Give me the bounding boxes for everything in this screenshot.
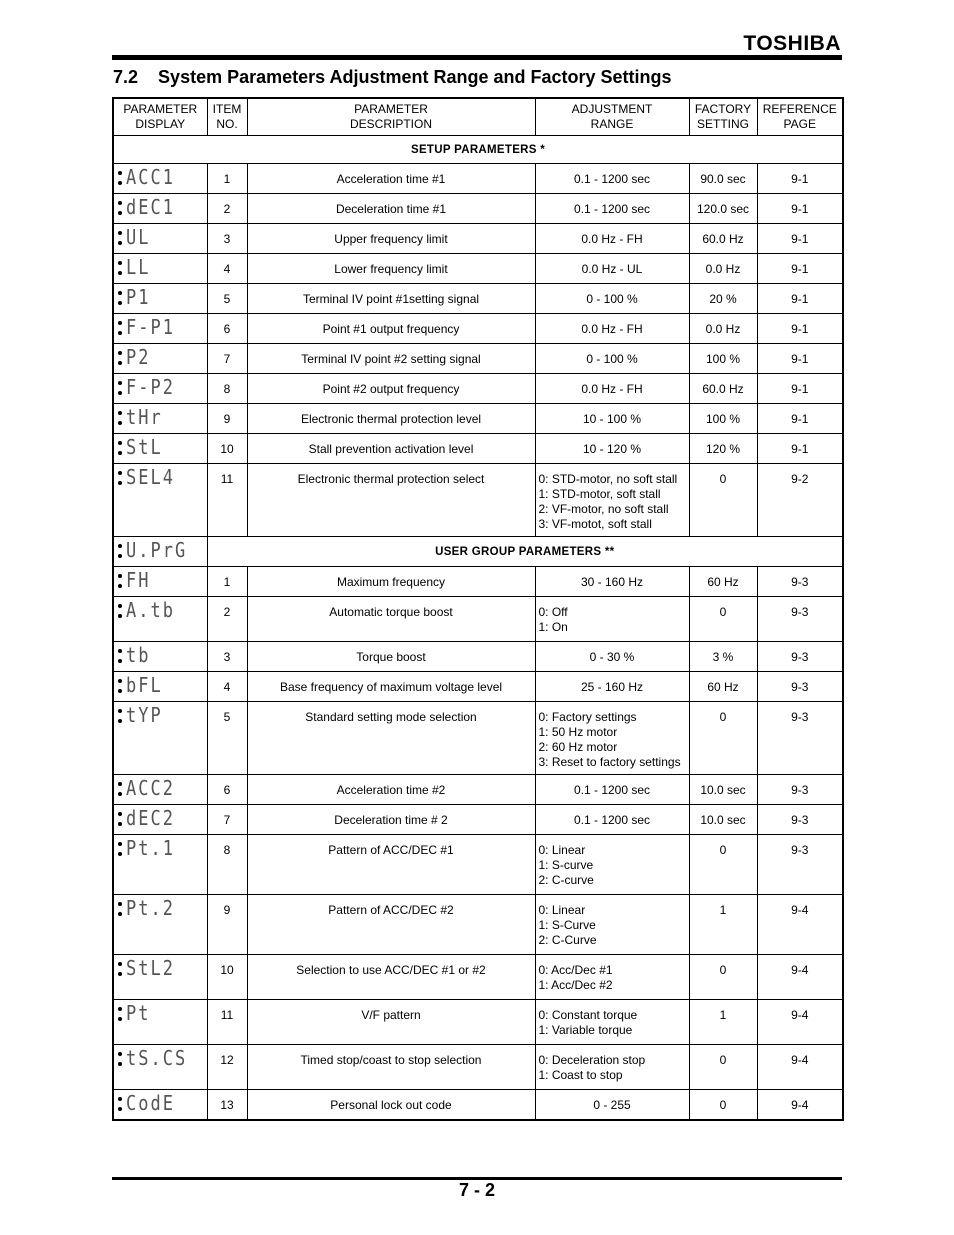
item-number: 11 <box>207 464 247 537</box>
adjustment-range <box>535 404 689 434</box>
parameter-display <box>113 314 207 344</box>
display-code: UL <box>126 226 151 250</box>
table-row <box>113 284 843 314</box>
reference-page: 9-1 <box>757 254 843 284</box>
display-code: SEL4 <box>126 466 175 490</box>
parameter-description: Electronic thermal protection select <box>247 464 535 537</box>
header-range: ADJUSTMENT RANGE <box>535 98 689 136</box>
table-row <box>113 194 843 224</box>
table-row <box>113 434 843 464</box>
range-line: 0: Linear <box>538 903 586 917</box>
parameter-display <box>113 1045 207 1090</box>
range-line: 1: Acc/Dec #2 <box>538 978 613 992</box>
adjustment-range <box>535 314 689 344</box>
range-line: 0 - 30 % <box>589 650 635 664</box>
reference-page: 9-1 <box>757 164 843 194</box>
adjustment-range <box>535 702 689 775</box>
table-row <box>113 464 843 537</box>
parameter-display <box>113 642 207 672</box>
table-row <box>113 672 843 702</box>
adjustment-range <box>535 1090 689 1120</box>
parameter-description: Terminal IV point #1setting signal <box>247 284 535 314</box>
reference-page: 9-4 <box>757 1045 843 1090</box>
display-code: P1 <box>126 286 151 310</box>
range-line: 1: On <box>538 620 568 634</box>
range-line: 1: Variable torque <box>538 1023 633 1037</box>
item-number: 8 <box>207 374 247 404</box>
display-code: tHr <box>126 406 163 430</box>
display-code: FH <box>126 569 151 593</box>
adjustment-range <box>535 955 689 1000</box>
item-number: 4 <box>207 254 247 284</box>
factory-setting: 0 <box>689 464 757 537</box>
factory-setting: 10.0 sec <box>689 805 757 835</box>
factory-setting: 1 <box>689 895 757 955</box>
range-line: 0: Factory settings <box>538 710 637 724</box>
parameter-display <box>113 597 207 642</box>
table-row <box>113 775 843 805</box>
display-colon-icon <box>118 842 122 856</box>
factory-setting: 60 Hz <box>689 672 757 702</box>
header-reference: REFERENCE PAGE <box>757 98 843 136</box>
display-code: tb <box>126 644 151 668</box>
reference-page: 9-1 <box>757 314 843 344</box>
display-colon-icon <box>118 1052 122 1066</box>
parameter-display <box>113 835 207 895</box>
adjustment-range <box>535 895 689 955</box>
display-colon-icon <box>118 1097 122 1111</box>
adjustment-range <box>535 835 689 895</box>
range-line: 0 - 100 % <box>586 292 638 306</box>
item-number: 2 <box>207 597 247 642</box>
item-number: 5 <box>207 284 247 314</box>
display-code: F-P1 <box>126 316 175 340</box>
table-row <box>113 1000 843 1045</box>
display-colon-icon <box>118 471 122 485</box>
range-line: 0.0 Hz - FH <box>581 232 643 246</box>
adjustment-range <box>535 194 689 224</box>
display-code: StL2 <box>126 957 175 981</box>
display-colon-icon <box>118 574 122 588</box>
table-row <box>113 895 843 955</box>
table-row <box>113 344 843 374</box>
factory-setting: 0.0 Hz <box>689 254 757 284</box>
parameter-display <box>113 895 207 955</box>
parameter-description: Personal lock out code <box>247 1090 535 1120</box>
parameter-display <box>113 805 207 835</box>
adjustment-range <box>535 164 689 194</box>
reference-page: 9-1 <box>757 344 843 374</box>
reference-page: 9-3 <box>757 567 843 597</box>
reference-page: 9-3 <box>757 805 843 835</box>
reference-page: 9-1 <box>757 434 843 464</box>
parameter-description: Lower frequency limit <box>247 254 535 284</box>
reference-page: 9-3 <box>757 642 843 672</box>
display-colon-icon <box>118 544 122 558</box>
factory-setting: 3 % <box>689 642 757 672</box>
factory-setting: 100 % <box>689 404 757 434</box>
display-code: ACC2 <box>126 777 175 801</box>
parameter-display <box>113 224 207 254</box>
factory-setting: 100 % <box>689 344 757 374</box>
table-row <box>113 955 843 1000</box>
table-row <box>113 835 843 895</box>
table-row <box>113 1045 843 1090</box>
reference-page: 9-4 <box>757 1090 843 1120</box>
parameter-description: Point #2 output frequency <box>247 374 535 404</box>
parameter-description: V/F pattern <box>247 1000 535 1045</box>
parameter-display <box>113 194 207 224</box>
factory-setting: 0.0 Hz <box>689 314 757 344</box>
table-row <box>113 597 843 642</box>
reference-page: 9-3 <box>757 775 843 805</box>
range-line: 0: Linear <box>538 843 586 857</box>
display-colon-icon <box>118 231 122 245</box>
section-title <box>113 67 672 88</box>
factory-setting: 0 <box>689 1090 757 1120</box>
adjustment-range <box>535 434 689 464</box>
parameter-display <box>113 254 207 284</box>
page-number: 7 - 2 <box>458 1180 496 1200</box>
range-line: 0: Deceleration stop <box>538 1053 646 1067</box>
reference-page: 9-4 <box>757 955 843 1000</box>
parameter-description: Electronic thermal protection level <box>247 404 535 434</box>
display-colon-icon <box>118 171 122 185</box>
factory-setting: 1 <box>689 1000 757 1045</box>
parameter-display <box>113 434 207 464</box>
adjustment-range <box>535 374 689 404</box>
display-code: tS.CS <box>126 1047 188 1071</box>
parameter-description: Deceleration time #1 <box>247 194 535 224</box>
table-row <box>113 1090 843 1120</box>
range-line: 0 - 100 % <box>586 352 638 366</box>
parameter-display <box>113 955 207 1000</box>
item-number: 9 <box>207 895 247 955</box>
range-line: 0: Off <box>538 605 568 619</box>
brand-logo: TOSHIBA <box>743 32 841 55</box>
range-line: 3: VF-motot, soft stall <box>538 517 652 531</box>
top-rule <box>112 55 842 60</box>
factory-setting: 60.0 Hz <box>689 374 757 404</box>
range-line: 0.1 - 1200 sec <box>573 813 651 827</box>
parameter-display <box>113 344 207 374</box>
parameter-description: Acceleration time #2 <box>247 775 535 805</box>
reference-page: 9-3 <box>757 702 843 775</box>
reference-page: 9-2 <box>757 464 843 537</box>
range-line: 25 - 160 Hz <box>580 680 644 694</box>
table-row <box>113 224 843 254</box>
header-display: PARAMETER DISPLAY <box>113 98 207 136</box>
adjustment-range <box>535 1045 689 1090</box>
display-code: LL <box>126 256 151 280</box>
parameter-description: Base frequency of maximum voltage level <box>247 672 535 702</box>
section-title-text: System Parameters Adjustment Range and Factory Settings <box>158 67 672 87</box>
adjustment-range <box>535 775 689 805</box>
display-code: P2 <box>126 346 151 370</box>
factory-setting: 10.0 sec <box>689 775 757 805</box>
item-number: 10 <box>207 955 247 1000</box>
adjustment-range <box>535 284 689 314</box>
range-line: 3: Reset to factory settings <box>538 755 681 769</box>
adjustment-range <box>535 642 689 672</box>
display-colon-icon <box>118 321 122 335</box>
item-number: 3 <box>207 224 247 254</box>
parameter-display <box>113 284 207 314</box>
range-line: 0: Constant torque <box>538 1008 638 1022</box>
parameter-display <box>113 1090 207 1120</box>
parameter-display <box>113 464 207 537</box>
display-colon-icon <box>118 381 122 395</box>
item-number: 8 <box>207 835 247 895</box>
display-code: Pt <box>126 1002 151 1026</box>
display-colon-icon <box>118 261 122 275</box>
parameter-display <box>113 374 207 404</box>
reference-page: 9-3 <box>757 672 843 702</box>
display-code: Pt.1 <box>126 837 175 861</box>
display-colon-icon <box>118 782 122 796</box>
display-colon-icon <box>118 351 122 365</box>
display-colon-icon <box>118 604 122 618</box>
factory-setting: 60.0 Hz <box>689 224 757 254</box>
table-row <box>113 404 843 434</box>
header-factory: FACTORY SETTING <box>689 98 757 136</box>
item-number: 4 <box>207 672 247 702</box>
item-number: 11 <box>207 1000 247 1045</box>
table-header-row <box>113 98 843 136</box>
adjustment-range <box>535 805 689 835</box>
display-code: F-P2 <box>126 376 175 400</box>
range-line: 0.0 Hz - FH <box>581 322 643 336</box>
display-colon-icon <box>118 291 122 305</box>
parameter-description: Maximum frequency <box>247 567 535 597</box>
item-number: 7 <box>207 344 247 374</box>
factory-setting: 0 <box>689 702 757 775</box>
item-number: 9 <box>207 404 247 434</box>
table-row <box>113 314 843 344</box>
parameter-description: Acceleration time #1 <box>247 164 535 194</box>
range-line: 0: Acc/Dec #1 <box>538 963 613 977</box>
item-number: 5 <box>207 702 247 775</box>
table-body <box>113 136 843 1120</box>
range-line: 0.1 - 1200 sec <box>573 172 651 186</box>
adjustment-range <box>535 344 689 374</box>
factory-setting: 0 <box>689 597 757 642</box>
item-number: 2 <box>207 194 247 224</box>
item-number: 1 <box>207 164 247 194</box>
adjustment-range <box>535 1000 689 1045</box>
display-colon-icon <box>118 649 122 663</box>
display-colon-icon <box>118 902 122 916</box>
factory-setting: 120.0 sec <box>689 194 757 224</box>
item-number: 13 <box>207 1090 247 1120</box>
setup-group-row <box>113 136 843 164</box>
parameter-display <box>113 567 207 597</box>
factory-setting: 0 <box>689 955 757 1000</box>
range-line: 0: STD-motor, no soft stall <box>538 472 678 486</box>
display-code: StL <box>126 436 163 460</box>
factory-setting: 0 <box>689 835 757 895</box>
parameter-description: Selection to use ACC/DEC #1 or #2 <box>247 955 535 1000</box>
display-code: ACC1 <box>126 166 175 190</box>
display-colon-icon <box>118 1007 122 1021</box>
parameter-display <box>113 1000 207 1045</box>
item-number: 6 <box>207 775 247 805</box>
parameter-description: Torque boost <box>247 642 535 672</box>
parameter-description: Timed stop/coast to stop selection <box>247 1045 535 1090</box>
range-line: 1: S-Curve <box>538 918 596 932</box>
display-code: bFL <box>126 674 163 698</box>
table-row <box>113 567 843 597</box>
range-line: 0 - 255 <box>593 1098 631 1112</box>
reference-page: 9-1 <box>757 404 843 434</box>
table-row <box>113 642 843 672</box>
display-code: dEC1 <box>126 196 175 220</box>
reference-page: 9-1 <box>757 194 843 224</box>
display-code: Pt.2 <box>126 897 175 921</box>
table-row <box>113 374 843 404</box>
table-row <box>113 805 843 835</box>
parameter-description: Stall prevention activation level <box>247 434 535 464</box>
parameter-display <box>113 702 207 775</box>
header-item: ITEM NO. <box>207 98 247 136</box>
reference-page: 9-3 <box>757 835 843 895</box>
range-line: 2: 60 Hz motor <box>538 740 618 754</box>
display-colon-icon <box>118 812 122 826</box>
display-colon-icon <box>118 441 122 455</box>
table-row <box>113 702 843 775</box>
display-colon-icon <box>118 411 122 425</box>
range-line: 0.1 - 1200 sec <box>573 202 651 216</box>
item-number: 10 <box>207 434 247 464</box>
range-line: 10 - 100 % <box>582 412 642 426</box>
range-line: 10 - 120 % <box>582 442 642 456</box>
display-code: CodE <box>126 1092 175 1116</box>
range-line: 2: C-Curve <box>538 933 597 947</box>
reference-page: 9-1 <box>757 224 843 254</box>
range-line: 2: VF-motor, no soft stall <box>538 502 669 516</box>
range-line: 1: Coast to stop <box>538 1068 623 1082</box>
item-number: 7 <box>207 805 247 835</box>
display-code: U.PrG <box>126 539 188 563</box>
parameter-description: Standard setting mode selection <box>247 702 535 775</box>
item-number: 3 <box>207 642 247 672</box>
display-code: dEC2 <box>126 807 175 831</box>
range-line: 0.0 Hz - FH <box>581 382 643 396</box>
factory-setting: 120 % <box>689 434 757 464</box>
reference-page: 9-4 <box>757 895 843 955</box>
parameter-description: Automatic torque boost <box>247 597 535 642</box>
reference-page: 9-4 <box>757 1000 843 1045</box>
header-description: PARAMETER DESCRIPTION <box>247 98 535 136</box>
adjustment-range <box>535 254 689 284</box>
display-code: A.tb <box>126 599 175 623</box>
parameter-display <box>113 672 207 702</box>
range-line: 0.1 - 1200 sec <box>573 783 651 797</box>
display-colon-icon <box>118 962 122 976</box>
section-number: 7.2 <box>113 67 139 87</box>
range-line: 1: STD-motor, soft stall <box>538 487 661 501</box>
user-group-row <box>113 537 843 567</box>
parameter-display <box>113 775 207 805</box>
adjustment-range <box>535 464 689 537</box>
item-number: 12 <box>207 1045 247 1090</box>
parameter-table-wrap <box>112 97 842 1121</box>
parameter-display <box>113 404 207 434</box>
display-colon-icon <box>118 201 122 215</box>
item-number: 1 <box>207 567 247 597</box>
parameter-description: Point #1 output frequency <box>247 314 535 344</box>
table-row <box>113 164 843 194</box>
adjustment-range <box>535 597 689 642</box>
range-line: 2: C-curve <box>538 873 594 887</box>
user-group-label: USER GROUP PARAMETERS ** <box>207 537 843 567</box>
parameter-description: Deceleration time # 2 <box>247 805 535 835</box>
item-number: 6 <box>207 314 247 344</box>
factory-setting: 90.0 sec <box>689 164 757 194</box>
range-line: 1: 50 Hz motor <box>538 725 618 739</box>
reference-page: 9-3 <box>757 597 843 642</box>
adjustment-range <box>535 672 689 702</box>
parameter-display <box>113 537 207 567</box>
display-colon-icon <box>118 709 122 723</box>
factory-setting: 20 % <box>689 284 757 314</box>
range-line: 30 - 160 Hz <box>580 575 644 589</box>
range-line: 0.0 Hz - UL <box>581 262 643 276</box>
reference-page: 9-1 <box>757 284 843 314</box>
table-row <box>113 254 843 284</box>
adjustment-range <box>535 224 689 254</box>
display-colon-icon <box>118 679 122 693</box>
factory-setting: 0 <box>689 1045 757 1090</box>
parameter-display <box>113 164 207 194</box>
reference-page: 9-1 <box>757 374 843 404</box>
parameter-description: Pattern of ACC/DEC #2 <box>247 895 535 955</box>
parameter-description: Pattern of ACC/DEC #1 <box>247 835 535 895</box>
parameter-description: Terminal IV point #2 setting signal <box>247 344 535 374</box>
parameter-table <box>112 97 844 1121</box>
parameter-description: Upper frequency limit <box>247 224 535 254</box>
factory-setting: 60 Hz <box>689 567 757 597</box>
setup-group-label: SETUP PARAMETERS * <box>113 136 843 164</box>
adjustment-range <box>535 567 689 597</box>
display-code: tYP <box>126 704 163 728</box>
range-line: 1: S-curve <box>538 858 594 872</box>
